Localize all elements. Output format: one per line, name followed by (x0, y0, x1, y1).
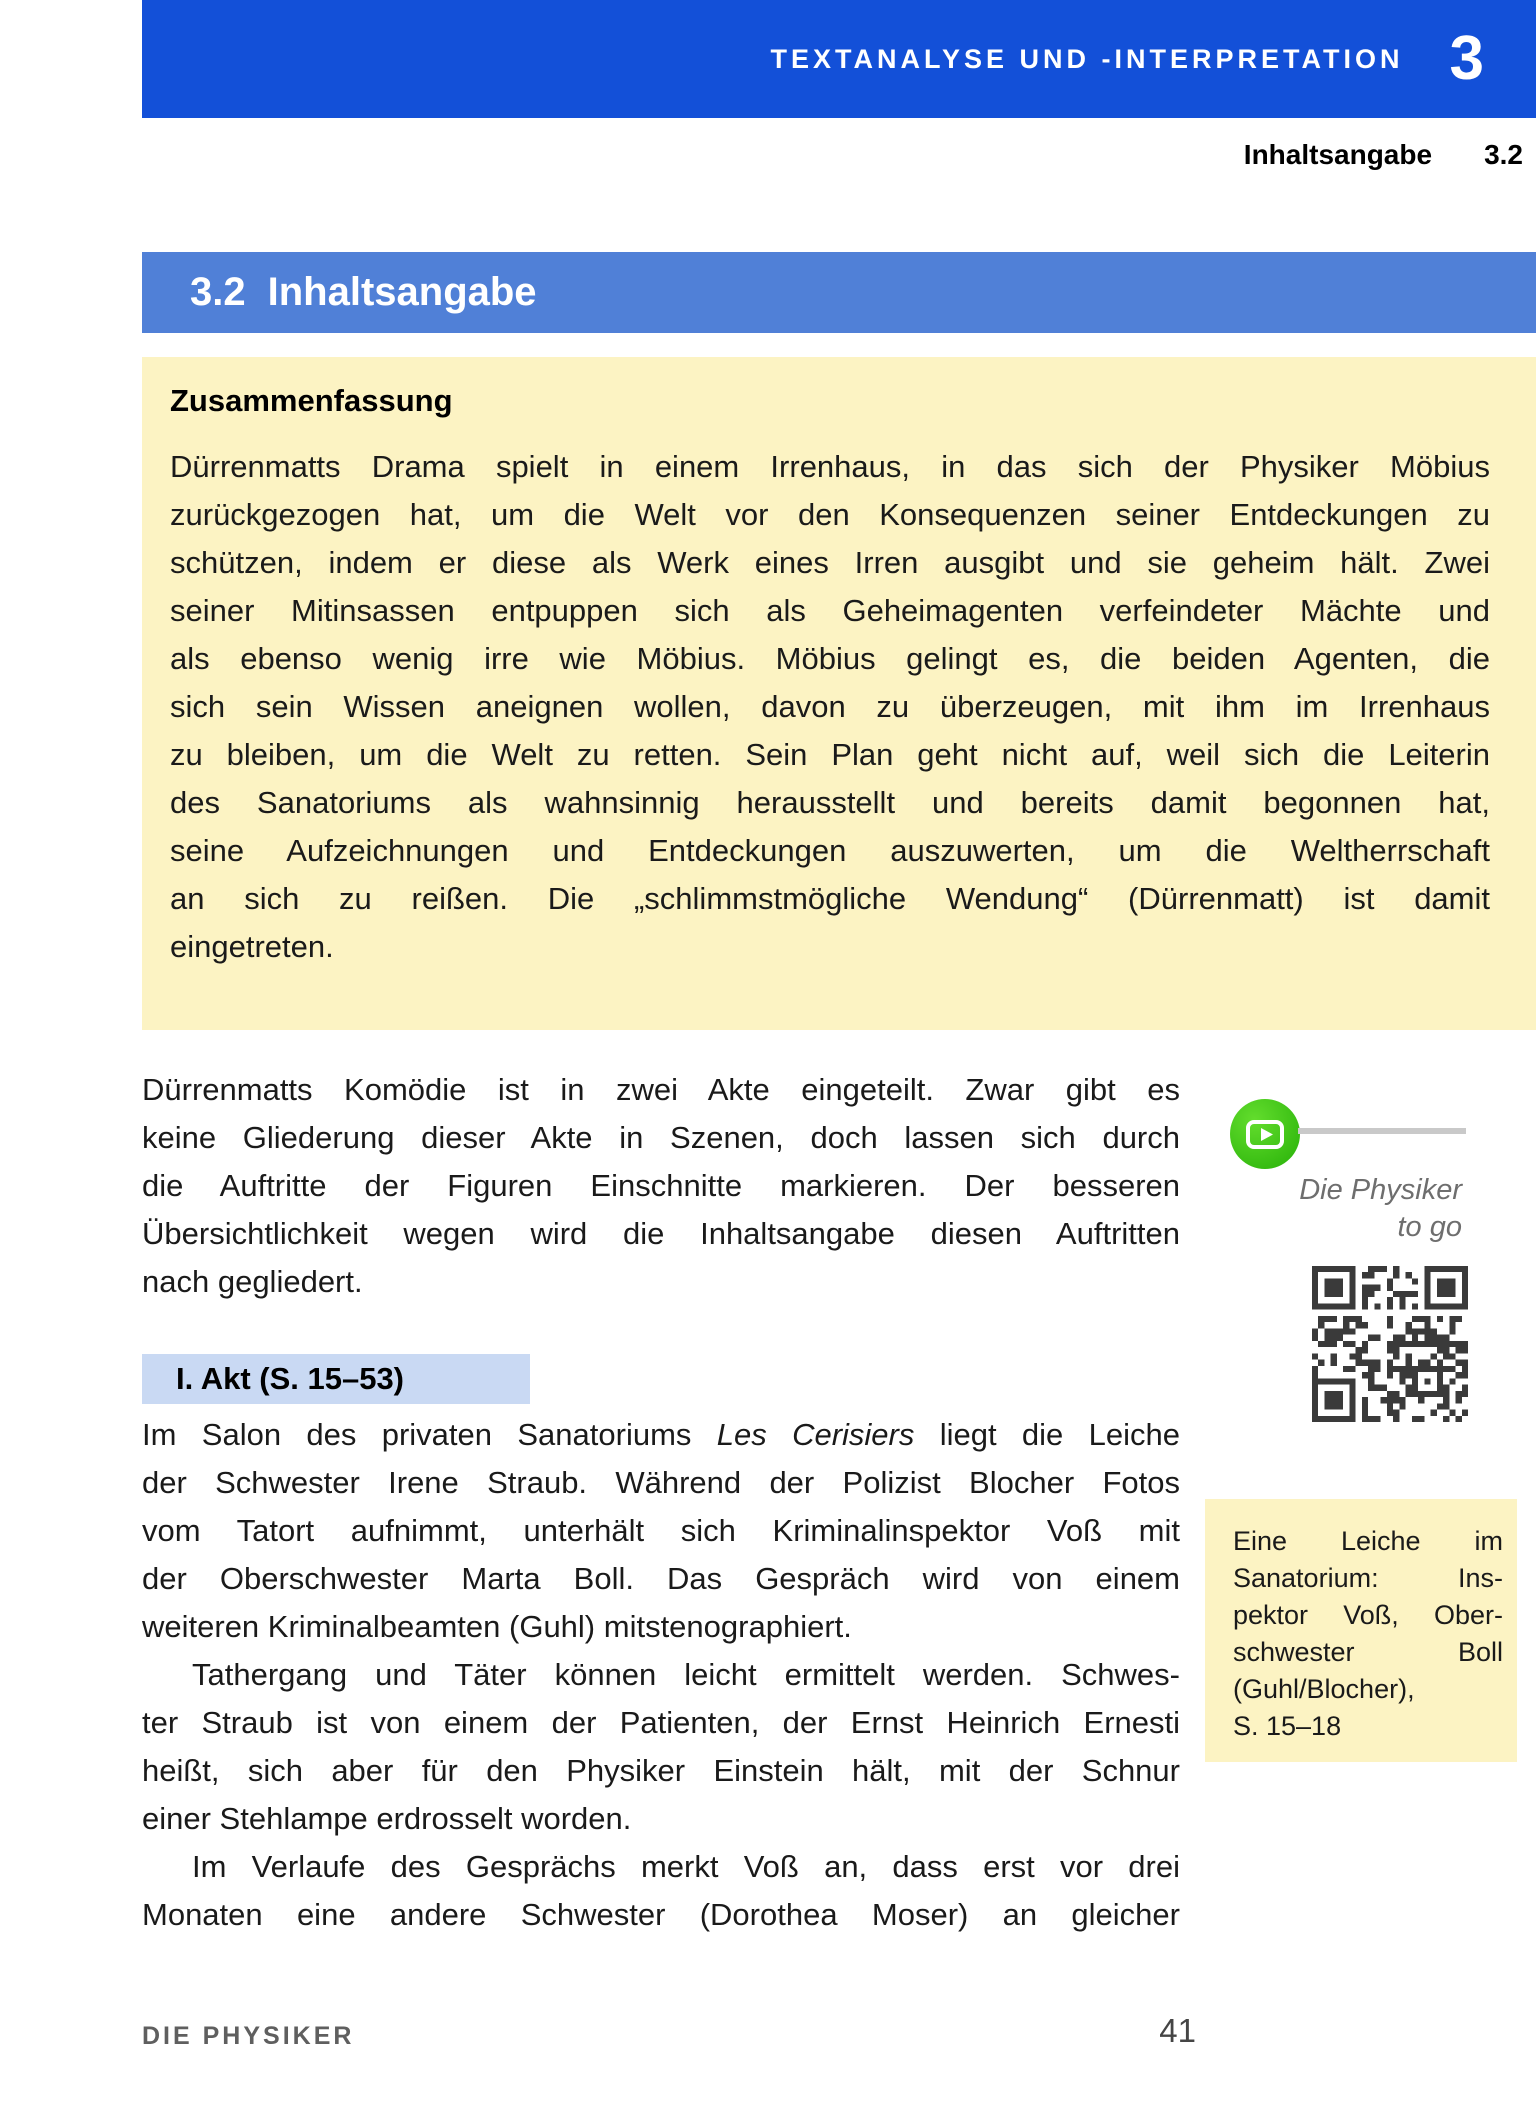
text-line: Dürrenmatts Drama spielt in einem Irrenhaus, in das sich der Physiker Möbius (170, 449, 1490, 484)
text-line: heißt, sich aber für den Physiker Einstein hält, mit der Schnur (142, 1753, 1180, 1788)
text-line: vom Tatort aufnimmt, unterhält sich Kriminalinspektor Voß mit (142, 1513, 1180, 1548)
paragraph (142, 1843, 1180, 1939)
chapter-kicker: TEXTANALYSE UND -INTERPRETATION (770, 43, 1404, 74)
text-line: des Sanatoriums als wahnsinnig herausstellt und bereits damit begonnen hat, (170, 785, 1490, 820)
text-line: weiteren Kriminalbeamten (Guhl) mitstenographiert. (142, 1609, 852, 1644)
text-line: Übersichtlichkeit wegen wird die Inhaltsangabe diesen Auftritten (142, 1216, 1180, 1251)
qr-code (1312, 1266, 1468, 1422)
text-line: Sanatorium: Ins- (1233, 1563, 1503, 1593)
section-heading (142, 252, 1536, 333)
text-line: an sich zu reißen. Die „schlimmstmögliche Wendung“ (Dürrenmatt) ist damit (170, 881, 1490, 916)
text-line: seine Aufzeichnungen und Entdeckungen auszuwerten, um die Weltherrschaft (170, 833, 1490, 868)
text-line: sich sein Wissen aneignen wollen, davon zu überzeugen, mit ihm im Irrenhaus (170, 689, 1490, 724)
chapter-number: 3 (1449, 24, 1484, 93)
breadcrumb-number: 3.2 (1484, 139, 1523, 170)
text-line: der Schwester Irene Straub. Während der Polizist Blocher Fotos (142, 1465, 1180, 1500)
text-line: Dürrenmatts Komödie ist in zwei Akte eingeteilt. Zwar gibt es (142, 1072, 1180, 1107)
text-line: Tathergang und Täter können leicht ermittelt werden. Schwes- (192, 1657, 1180, 1692)
text-line: schwester Boll (1233, 1637, 1503, 1667)
text-line: zurückgezogen hat, um die Welt vor den Konsequenzen seiner Entdeckungen zu (170, 497, 1490, 532)
intro-paragraph (142, 1066, 1180, 1306)
video-play-icon-svg (1230, 1099, 1300, 1169)
paragraph (142, 1651, 1180, 1843)
text-line: der Oberschwester Marta Boll. Das Gespräch wird von einem (142, 1561, 1180, 1596)
text-line: Eine Leiche im (1233, 1526, 1503, 1556)
page-number: 41 (1159, 2012, 1196, 2049)
section-number: 3.2 (190, 270, 246, 314)
summary-box (142, 357, 1536, 1030)
act-heading (142, 1354, 530, 1404)
text-line: als ebenso wenig irre wie Möbius. Möbius gelingt es, die beiden Agenten, die (170, 641, 1490, 676)
text-line: schützen, indem er diese als Werk eines Irren ausgibt und sie geheim hält. Zwei (170, 545, 1490, 580)
text-line: S. 15–18 (1233, 1711, 1342, 1741)
paragraph (142, 1411, 1180, 1651)
text-line: Im Salon des privaten Sanatoriums Les Cerisiers liegt die Leiche (142, 1417, 1180, 1452)
text-line: zu bleiben, um die Welt zu retten. Sein Plan geht nicht auf, weil sich die Leiterin (170, 737, 1490, 772)
text-line: einer Stehlampe erdrosselt worden. (142, 1801, 632, 1836)
breadcrumb-label: Inhaltsangabe (1243, 139, 1433, 170)
text-line: ter Straub ist von einem der Patienten, der Ernst Heinrich Ernesti (142, 1705, 1180, 1740)
media-divider-line (1298, 1128, 1466, 1134)
act-heading-label: I. Akt (S. 15–53) (176, 1361, 405, 1396)
margin-note (1205, 1499, 1517, 1762)
text-line: (Guhl/Blocher), (1233, 1674, 1415, 1704)
body-text (142, 1411, 1180, 1939)
summary-title: Zusammenfassung (170, 383, 453, 418)
media-label (1220, 1172, 1462, 1246)
video-play-icon (1230, 1099, 1300, 1169)
media-subtitle: to go (1397, 1211, 1462, 1243)
breadcrumb (1244, 139, 1523, 171)
text-line: pektor Voß, Ober- (1233, 1600, 1503, 1630)
summary-text (170, 443, 1490, 971)
text-line: nach gegliedert. (142, 1264, 363, 1299)
text-line: die Auftritte der Figuren Einschnitte markieren. Der besseren (142, 1168, 1180, 1203)
text-line: seiner Mitinsassen entpuppen sich als Geheimagenten verfeindeter Mächte und (170, 593, 1490, 628)
text-line: eingetreten. (170, 929, 334, 964)
running-footer-title: DIE PHYSIKER (142, 2022, 355, 2050)
chapter-header-bar (142, 0, 1536, 118)
text-line: keine Gliederung dieser Akte in Szenen, doch lassen sich durch (142, 1120, 1180, 1155)
text-line: Im Verlaufe des Gesprächs merkt Voß an, dass erst vor drei (192, 1849, 1180, 1884)
media-title: Die Physiker (1299, 1174, 1462, 1206)
section-title: Inhaltsangabe (267, 270, 537, 314)
text-line: Monaten eine andere Schwester (Dorothea Moser) an gleicher (142, 1897, 1180, 1932)
